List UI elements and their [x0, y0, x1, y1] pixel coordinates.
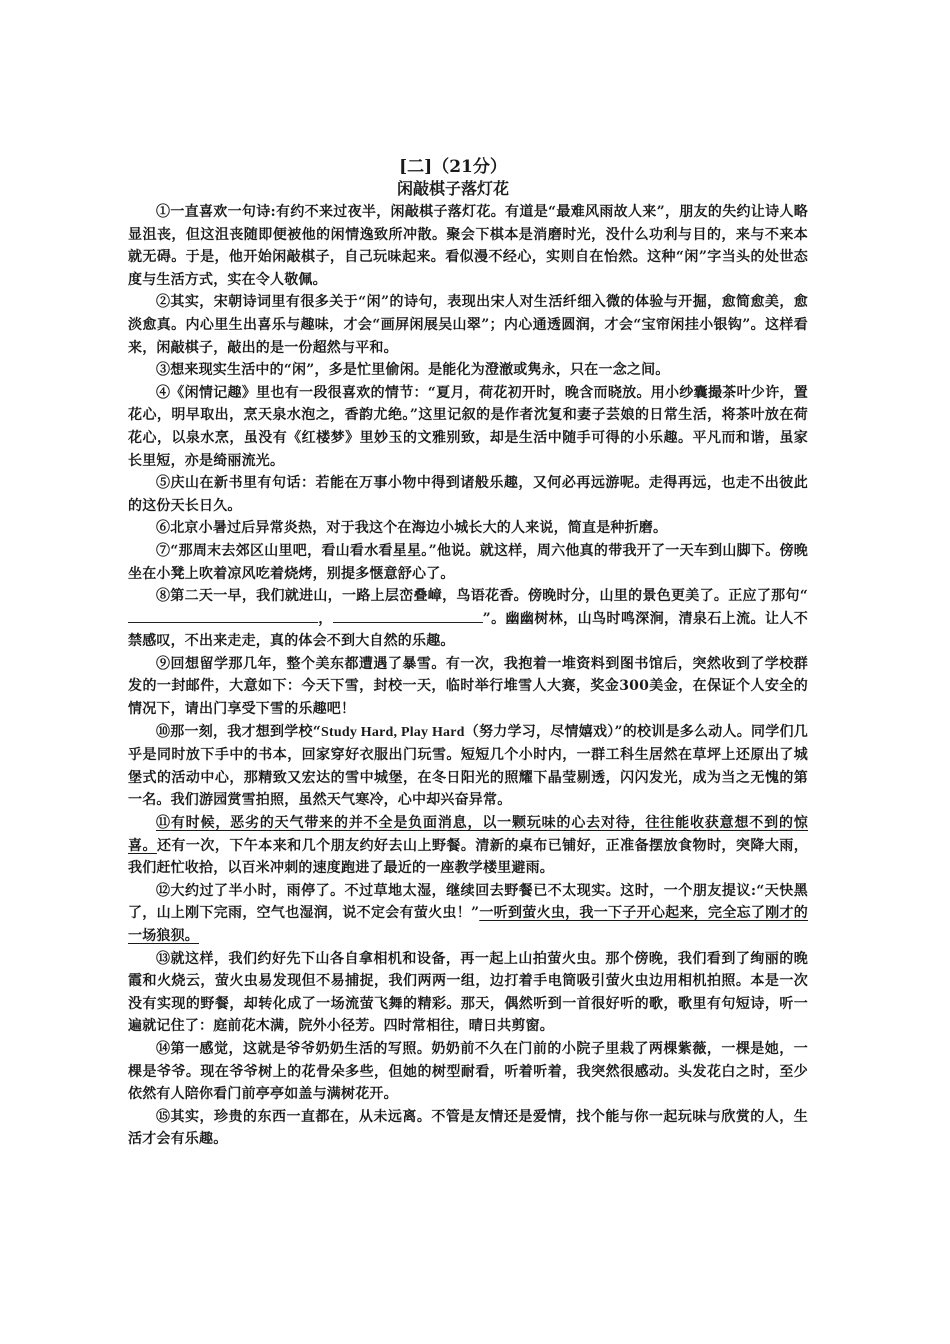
blank-separator: ， [318, 610, 333, 627]
paragraph-8-text: ⑧第二天一早，我们就进山，一路上层峦叠嶂，鸟语花香。傍晚时分，山里的景色更美了。正应了那句“ [156, 588, 808, 605]
paragraph-1: ①一直喜欢一句诗:有约不来过夜半，闲敲棋子落灯花。有道是“最难风雨故人来”，朋友的失约让诗人略显沮丧，但这沮丧随即便被他的闲情逸致所冲散。聚会下棋本是消磨时光，没什么功利与目的，来与不来本就无碍。于是，他开始闲敲棋子，自己玩味起来。看似漫不经心，实则自在怡然。这种“闲”字当头的处世态度与生活方式，实在令人敬佩。 [128, 204, 808, 288]
paragraph-5: ⑤庆山在新书里有句话：若能在万事小物中得到诸般乐趣，又何必再远游呢。走得再远，也走不出彼此的这份天长日久。 [128, 475, 808, 514]
paragraph-10 [128, 721, 808, 812]
paragraph-10-text: ⑩那一刻，我才想到学校“ [156, 723, 322, 740]
paragraph-3: ③想来现实生活中的“闲”，多是忙里偷闲。是能化为澄澈或隽永，只在一念之间。 [156, 362, 670, 379]
paragraph-12 [128, 880, 808, 948]
article-title: 闲敲棋子落灯花 [396, 179, 509, 198]
exam-page [128, 156, 808, 1151]
paragraph-2: ②其实，宋朝诗词里有很多关于“闲”的诗句，表现出宋人对生活纤细入微的体验与开掘，愈简愈美，愈淡愈真。内心里生出喜乐与趣味，才会“画屏闲展吴山翠”；内心通透圆润，才会“宝帘闲挂小银钩”。这样看来，闲敲棋子，敲出的是一份超然与平和。 [128, 294, 808, 356]
paragraph-12-text: ⑫大约过了半小时，雨停了。不过草地太湿，继续回去野餐已不太现实。这时，一个朋友提议:“天快黑了，山上刚下完雨，空气也湿润，说不定会有萤火虫！” [128, 882, 808, 922]
paragraph-13: ⑬就这样，我们约好先下山各自拿相机和设备，再一起上山拍萤火虫。那个傍晚，我们看到了绚丽的晚霞和火烧云，萤火虫易发现但不易捕捉，我们两两一组，边打着手电筒吸引萤火虫边用相机拍照。本是一次没有实现的野餐，却转化成了一场流萤飞舞的精彩。那天，偶然听到一首很好听的歌，歌里有句短诗，听一遍就记住了：庭前花木满，院外小径芳。四时常相往，晴日共剪窗。 [128, 950, 808, 1035]
section-heading: [二]（21分） [399, 157, 507, 177]
paragraph-10-rest: （努力学习，尽情嬉戏）”的校训是多么动人。同学们几乎是同时放下手中的书本，回家穿好衣服出门玩雪。短短几个小时内，一群工科生居然在草坪上还原出了城堡式的活动中心，那精致又宏达的雪中城堡，在冬日阳光的照耀下晶莹剔透，闪闪发光，成为当之无愧的第一名。我们游园赏雪拍照，虽然天气寒冷，心中却兴奋异常。 [128, 723, 808, 809]
paragraph-11-rest: 还有一次，下午本来和几个朋友约好去山上野餐。清新的桌布已铺好，正准备摆放食物时，突降大雨，我们赶忙收拾，以百米冲刺的速度跑进了最近的一座教学楼里避雨。 [128, 837, 808, 877]
paragraph-8-tail: ”。幽幽树林，山鸟时鸣深涧，清泉石上流。让人不禁感叹，不出来走走，真的体会不到大自然的乐趣。 [128, 610, 809, 650]
paragraph-9: ⑨回想留学那几年，整个美东都遭遇了暴雪。有一次，我抱着一堆资料到图书馆后，突然收到了学校群发的一封邮件，大意如下：今天下雪，封校一天，临时举行堆雪人大赛，奖金300美金，在保证个人安全的情况下，请出门享受下雪的乐趣吧！ [128, 655, 808, 718]
paragraph-11 [128, 812, 808, 880]
paragraph-8 [128, 585, 808, 653]
paragraph-15: ⑮其实，珍贵的东西一直都在，从未远离。不管是友情还是爱情，找个能与你一起玩味与欣赏的人，生活才会有乐趣。 [128, 1108, 808, 1148]
underlined-sentence-2: 一听到萤火虫，我一下子开心起来，完全忘了刚才的一场狼狈。 [128, 905, 808, 944]
paragraph-14: ⑭第一感觉，这就是爷爷奶奶生活的写照。奶奶前不久在门前的小院子里栽了两棵紫薇，一棵是她，一棵是爷爷。现在爷爷树上的花骨朵多些，但她的树型耐看，听着听着，我突然很感动。头发花白之时，至少依然有人陪你看门前亭亭如盖与满树花开。 [128, 1040, 808, 1103]
paragraph-7: ⑦“那周末去郊区山里吧，看山看水看星星。”他说。就这样，周六他真的带我开了一天车到山脚下。傍晚坐在小凳上吹着凉风吃着烧烤，别提多惬意舒心了。 [128, 542, 808, 582]
paragraph-4: ④《闲情记趣》里也有一段很喜欢的情节：“夏月，荷花初开时，晚含而晓放。用小纱囊撮茶叶少许，置花心，明早取出，烹天泉水泡之，香韵尤绝。”这里记叙的是作者沈复和妻子芸娘的日常生活，将茶叶放在荷花心，以泉水烹，虽没有《红楼梦》里妙玉的文雅别致，却是生活中随手可得的小乐趣。平凡而和谐，虽家长里短，亦是绮丽流光。 [128, 384, 808, 469]
paragraph-6: ⑥北京小暑过后异常炎热，对于我这个在海边小城长大的人来说，简直是种折磨。 [156, 520, 668, 537]
paragraph-11-number: ⑪ [156, 815, 171, 832]
underlined-sentence-1: 有时候，恶劣的天气带来的并不全是负面消息，以一颗玩味的心去对待，往往能收获意想不到的惊喜。 [128, 815, 808, 854]
answer-blank-1[interactable] [128, 608, 318, 623]
answer-blank-2[interactable] [333, 608, 483, 623]
school-motto-english: Study Hard, Play Hard [321, 724, 465, 740]
